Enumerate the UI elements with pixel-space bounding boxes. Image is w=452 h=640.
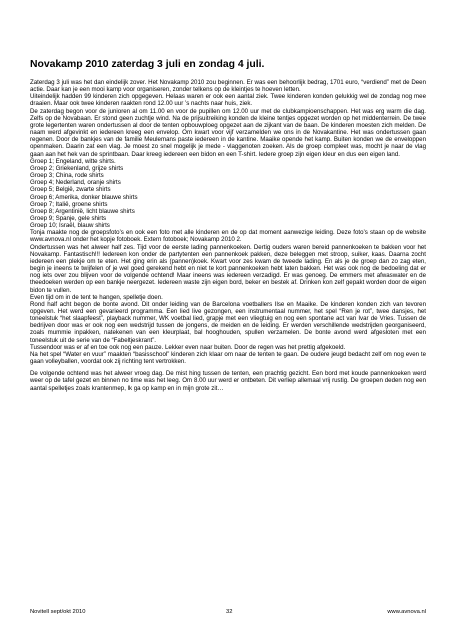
group-list-item: Groep 10; Israël, blauw shirts [30, 222, 110, 230]
group-list-item: Groep 5; België, zwarte shirts [30, 186, 111, 194]
article-body [30, 79, 426, 392]
group-list-item: Groep 6; Amerika, donker blauwe shirts [30, 193, 138, 201]
page-title: Novakamp 2010 zaterdag 3 juli en zondag 4 juli. [30, 59, 265, 70]
group-list-item: Groep 3; China, rode shirts [30, 172, 104, 180]
footer-page-number: 32 [226, 609, 233, 615]
group-list-item: Groep 4; Nederland, oranje shirts [30, 179, 121, 187]
paragraph-photos: Tonja maakte nog de groepsfoto’s en ook een foto met alle kinderen en de op dat moment aanwezige leiding. Deze foto’s staan op de website www.avnova.nl onder het kopje fotoboek. Extern fotoboek; Novakamp 2010 2. [30, 229, 426, 244]
paragraph-intro: Zaterdag 3 juli was het dan eindelijk zover. Het Novakamp 2010 zou beginnen. Er was een behoorlijk bedrag, 1701 euro, “verdiend” met de Deen actie. Daar kan je een mooi kamp voor organiseren, zonder telkens op de kleintjes te hoeven letten. [30, 79, 426, 94]
footer-website: www.avnova.nl [387, 609, 426, 615]
page-footer [30, 608, 426, 618]
paragraph-bonte-avond: Rond half acht begon de bonte avond. Dit onder leiding van de Barcelona voetballers Ilse en Maaike. De kinderen konden zich van tevoren opgeven. Het werd een gevarieerd programma. Een lied live gezongen, een instrumentaal nummer, het spel “Ren je rot”, twee dansjes, het toneelstuk “het slaapfeest”, playback nummer, WK voetbal lied, grapje met een vliegtuig en nog een spontane act van Ivar de Vries. Tussen de bedrijven door was er ook nog een wedstrijd tussen de jongens, de meiden en de leiding. Er werden verschillende wedstrijden georganiseerd, zoals mummie inpakken, natekenen van een kleurplaat, bal hooghouden, spullen verzamelen. De bonte avond werd afgesloten met een toneelstuk uit de serie van de “Fabeltjeskrant”. [30, 300, 426, 344]
footer-publication: Novitell sept/okt 2010 [30, 609, 86, 615]
paragraph-free-time: Even tijd om in de tent te hangen, spelletje doen. [30, 293, 163, 301]
group-list-item: Groep 1; Engeland, witte shirts. [30, 157, 116, 165]
paragraph-participants: Uiteindelijk hadden 99 kinderen zich opgegeven. Helaas waren er ook een aantal ziek. Twee kinderen konden gelukkig wel de zondag nog mee draaien. Maar ook twee kinderen raakten rond 12.00 uur ’s nachts naar huis, ziek. [30, 93, 426, 108]
paragraph-saturday: De zaterdag begon voor de junioren al om 11.00 en voor de pupillen om 12.00 uur met de clubkampioenschappen. Het was erg warm die dag. Zelfs op de Novabaan. Er stond geen zuchtje wind. Na de prijsuitreiking konden de kleine tentjes opgezet worden op het middenterrein. De twee grote legertenten waren ondertussen al door de tenten opbouwploeg opgezet aan de zijkant van de baan. De kinderen moesten zich melden. De naam werd afgevinkt en iedereen kreeg een envelop. Om kwart voor vijf verzamelden we ons in de Novakantine. Het was ondertussen gaan regenen. Door de bankjes van de familie Meulemans paste iedereen in de kantine. Maaike opende het kamp. Buiten konden we de enveloppen openmaken. Daarin zat een vlag. Je moest zo snel mogelijk je mede - vlaggenoten zoeken. Als de groep compleet was, mocht je naar de vlag gaan aan het hek van de sprintbaan. Daar kreeg iedereen een bidon en een T-shirt. Iedere groep zijn eigen kleur en dus een eigen land. [30, 107, 426, 158]
paragraph-sunday: De volgende ochtend was het alweer vroeg dag. De mist hing tussen de tenten, een prachtig gezicht. Een bord met koude pannenkoeken werd weer op de tafel gezet en binnen no time was het leeg. Om 8.00 uur werd er ontbeten. Dit verliep allemaal vrij rustig. De groepen deden nog een aantal spelletjes zoals krantenmep, lk ga op kamp en in mijn grote zit… [30, 370, 426, 392]
group-list-item: Groep 7; Italië, groene shirts [30, 200, 108, 208]
paragraph-evening: Na het spel “Water en vuur” maakten “basisschool” kinderen zich klaar om naar de tenten te gaan. De oudere jeugd bedacht zelf om nog even te gaan volleyballen, voordat ook zij richting tent vertrokken. [30, 350, 426, 366]
group-list-item: Groep 9; Spanje, gele shirts [30, 214, 107, 222]
group-list-item: Groep 8; Argentinië, licht blauwe shirts [30, 207, 135, 215]
group-list-item: Groep 2; Griekenland, grijze shirts [30, 164, 124, 172]
document-page [30, 0, 426, 640]
paragraph-pancakes: Ondertussen was het alweer half zes. Tijd voor de eerste lading pannenkoeken. Dertig ouders waren bereid pannenkoeken te bakken voor het Novakamp. Fantastisch!!! Iedereen kon onder de partytenten een pannenkoek pakken, deze beleggen met stroop, suiker, kaas. Daarna zocht iedereen een plekje om te eten. Het ging erin als (pannen)koek. Kwart voor zes kwam de tweede lading. En als je de groep dan zo zag eten, begin je ineens te twijfelen of je wel goed gerekend hebt en niet te kort pannenkoeken hebt laten bakken. Het was ook nog de bedoeling dat er nog iets over zou blijven voor de volgende ochtend! Maar ineens was iedereen verzadigd. Er was genoeg. De emmers met afwaswater en de theedoeken werden op een bankje neergezet. Iedereen waste zijn eigen bord, beker en bestek af. Drinken kon zelf gepakt worden door de eigen bidon te vullen. [30, 243, 426, 294]
paragraph-pause: Tussendoor was er af en toe ook nog een pauze. Lekker even naar buiten. Door de regen was het prettig afgekoeld. [30, 343, 346, 351]
